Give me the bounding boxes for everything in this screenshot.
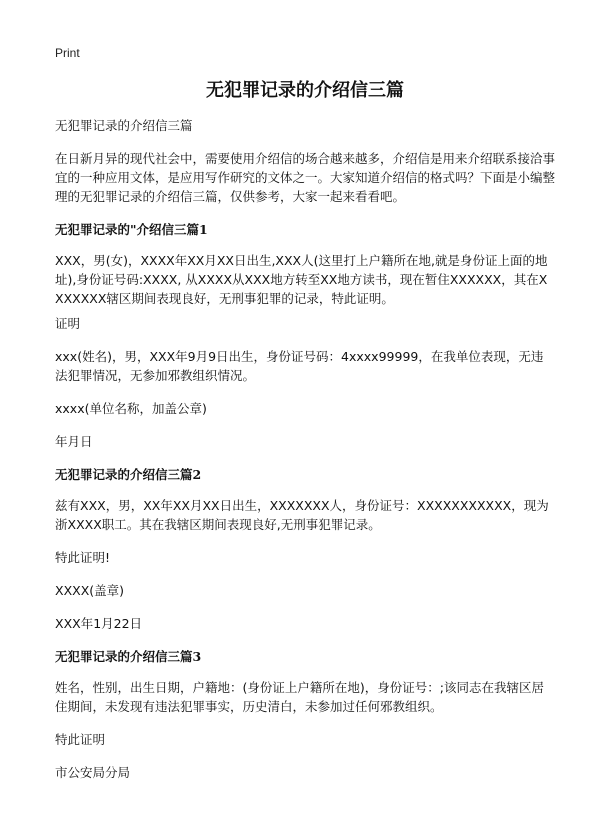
section-1-label: 证明 [55,316,81,331]
section-2-certify: 特此证明! [55,550,111,565]
intro-paragraph: 在日新月异的现代社会中，需要使用介绍信的场合越来越多，介绍信是用来介绍联系接洽事宜的一种应用文体，是应用写作研究的文体之一。大家知道介绍信的格式吗？下面是小编整理的无犯罪记录的介绍信三篇，仅供参考，大家一起来看看吧。 [55,151,556,204]
section-3-body: 姓名，性别，出生日期，户籍地：(身份证上户籍所在地)，身份证号：;该同志在我辖区居住期间，未发现有违法犯罪事实，历史清白，未参加过任何邪教组织。 [55,680,544,714]
section-2-body: 兹有XXX，男，XX年XX月XX日出生，XXXXXXX人，身份证号：XXXXXXXXXXX，现为浙XXXX职工。其在我辖区期间表现良好,无刑事犯罪记录。 [55,498,549,532]
section-1-date: 年月日 [55,434,93,449]
section-1-signature: xxxx(单位名称，加盖公章) [55,401,207,416]
document-subtitle: 无犯罪记录的介绍信三篇 [55,118,193,133]
section-1-heading: 无犯罪记录的"介绍信三篇1 [55,222,208,237]
section-2-heading: 无犯罪记录的介绍信三篇2 [55,467,202,482]
section-1-body: XXX，男(女)，XXXX年XX月XX日出生,XXX人(这里打上户籍所在地,就是身份证上面的地址),身份证号码:XXXX, 从XXXX从XXX地方转至XX地方读书，现在暂住XXXXXX，其在XXXXXXX辖区期间表现良好，无刑事犯罪的记录，特此证明。 [55,253,548,306]
section-3-certify: 特此证明 [55,732,106,747]
print-label: Print [55,46,80,60]
document-title: 无犯罪记录的介绍信三篇 [206,80,404,101]
section-1-body-2: xxx(姓名)，男，XXX年9月9日出生，身份证号码：4xxxx99999，在我单位表现，无违法犯罪情况，无参加邪教组织情况。 [55,349,544,383]
section-2-seal: XXXX(盖章) [55,583,125,598]
section-3-heading: 无犯罪记录的介绍信三篇3 [55,649,202,664]
section-2-date: XXX年1月22日 [55,616,143,631]
document-body [55,78,555,796]
section-3-issuer: 市公安局分局 [55,765,131,780]
